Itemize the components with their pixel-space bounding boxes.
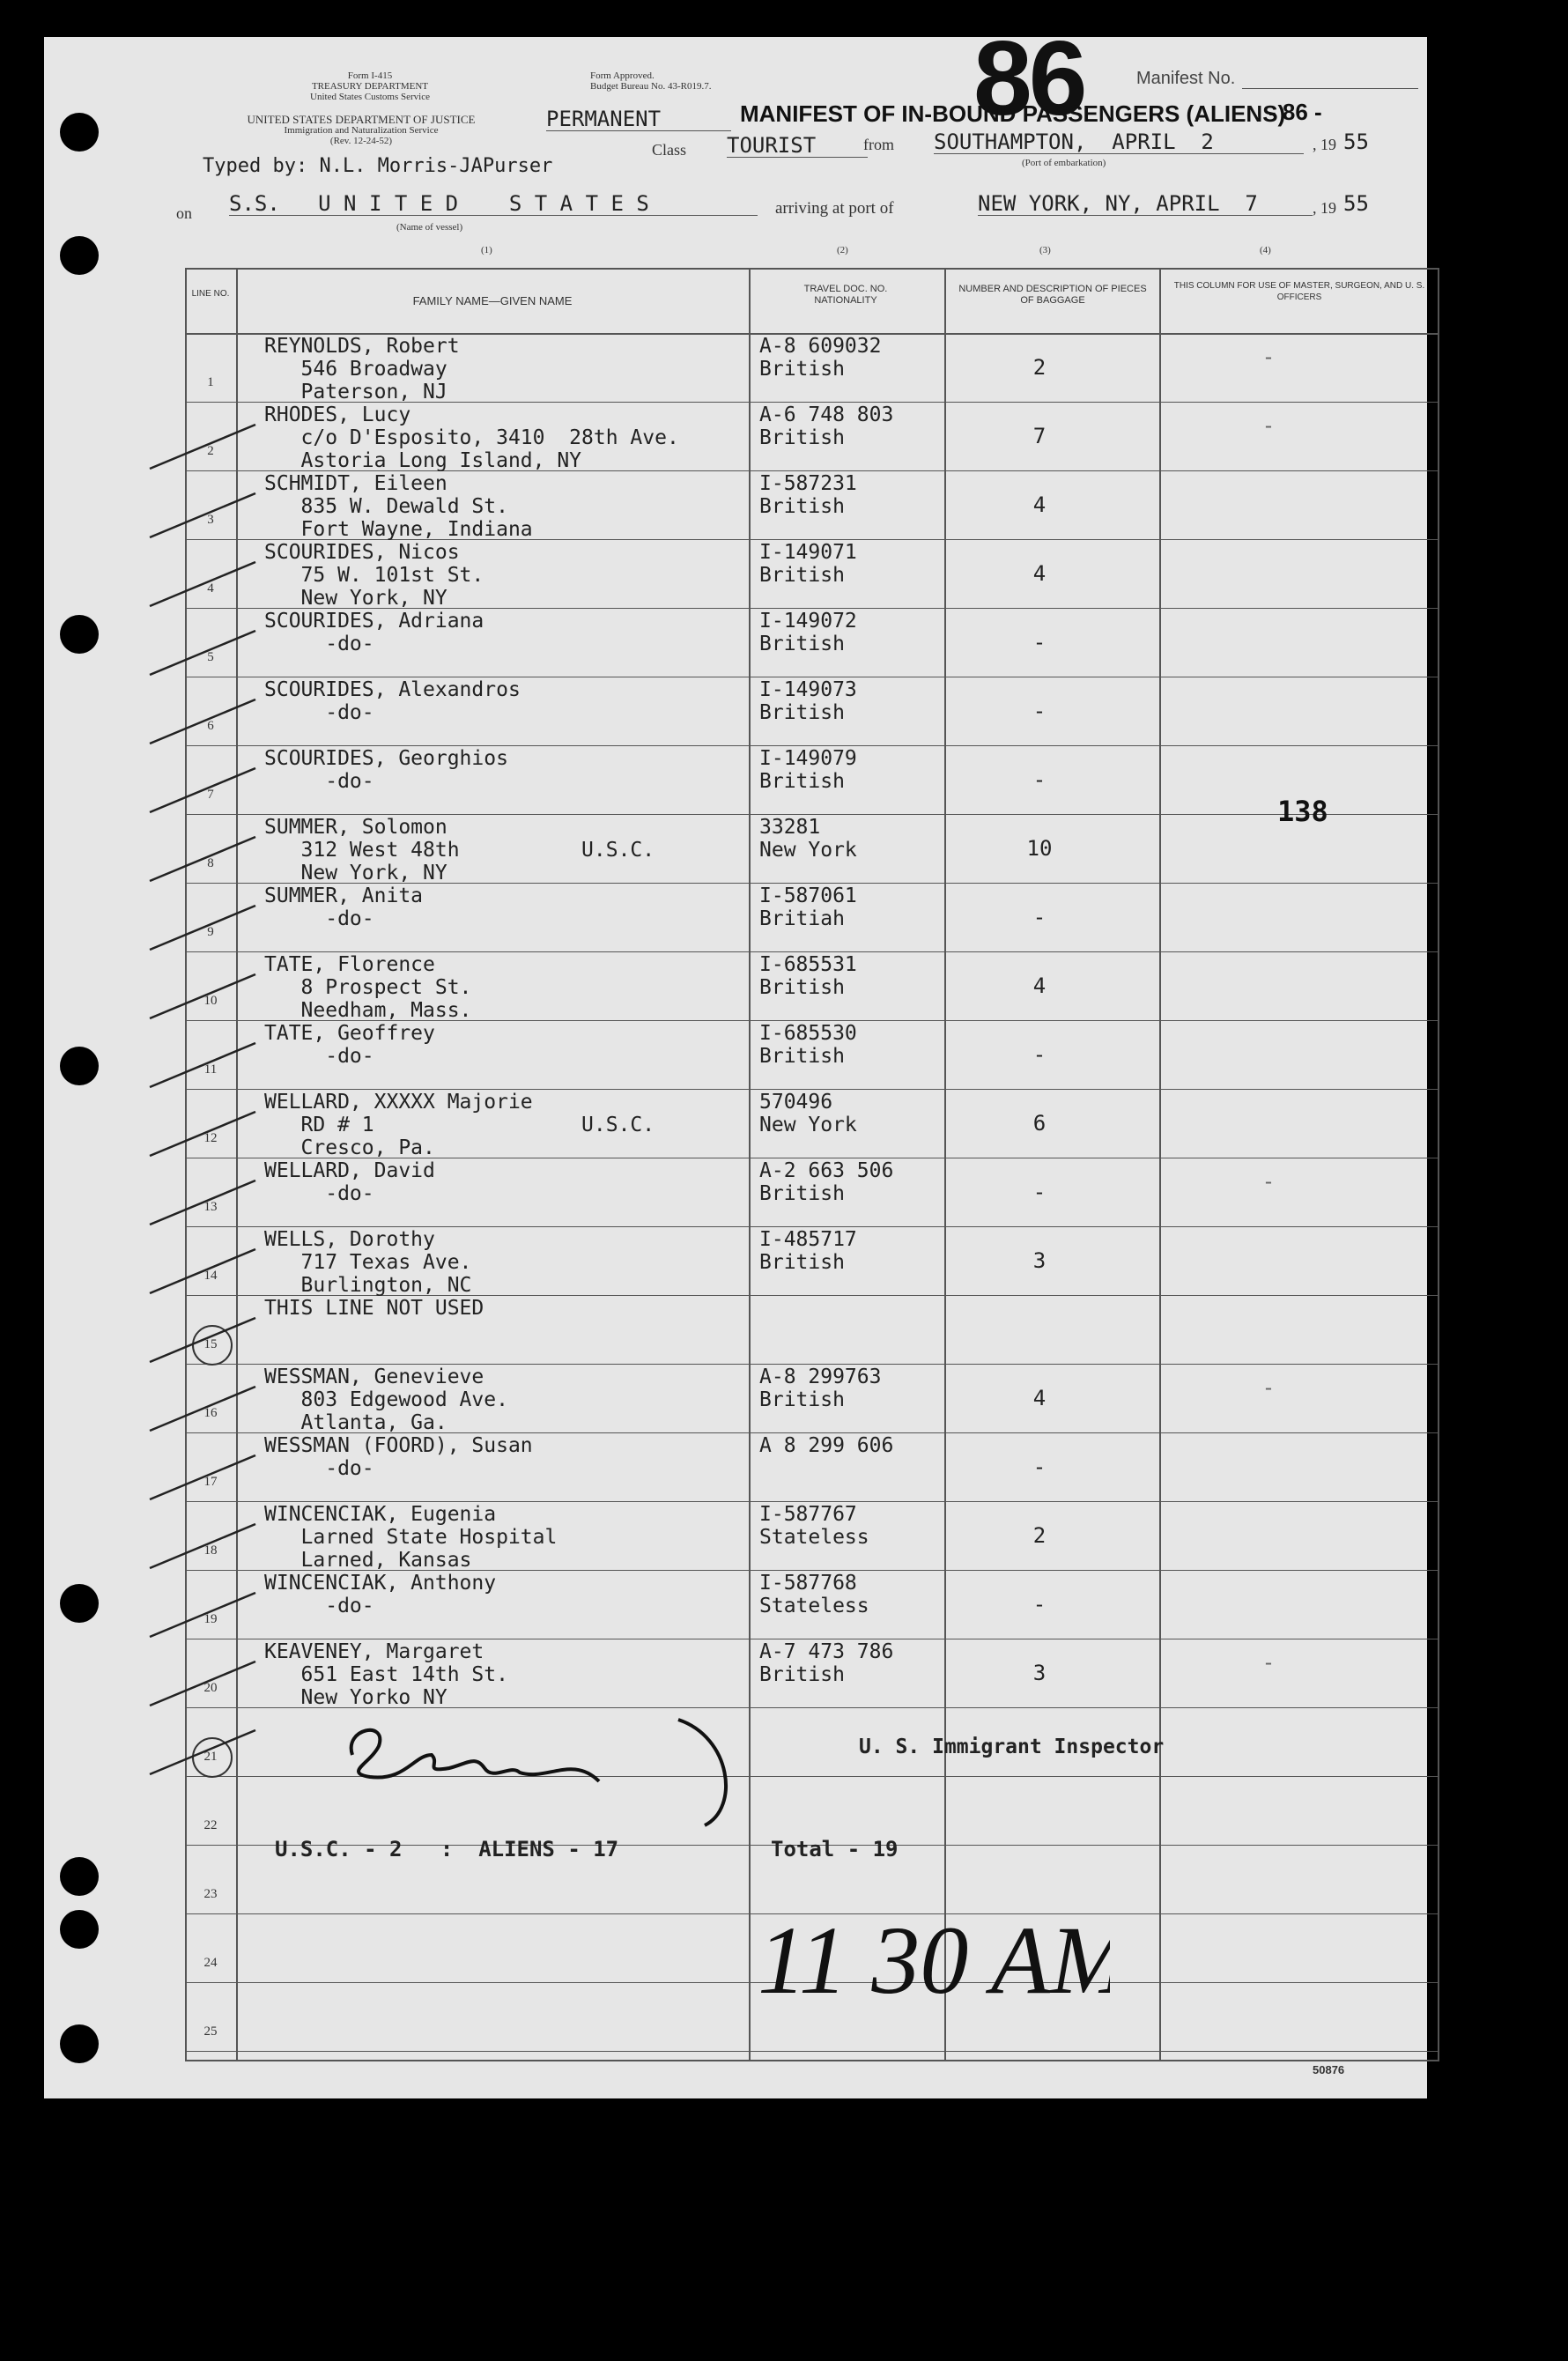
baggage-count: 7	[1032, 424, 1047, 448]
baggage-count: 3	[1032, 1248, 1047, 1273]
time-annotation	[758, 1869, 1110, 2084]
passenger-name-address: TATE, Florence 8 Prospect St. Needham, Mass.	[264, 953, 472, 1022]
line-number: 21	[203, 1750, 218, 1764]
baggage-count: 4	[1032, 492, 1047, 517]
col-header-line: LINE NO.	[191, 289, 230, 299]
binder-hole	[60, 113, 99, 152]
vessel-caption: (Name of vessel)	[396, 222, 463, 233]
line-number: 3	[207, 513, 214, 527]
travel-doc-nationality: A-7 473 786 British	[759, 1640, 894, 1686]
passenger-name-address: WELLS, Dorothy 717 Texas Ave. Burlington, NC	[264, 1228, 472, 1297]
passenger-name-address: WINCENCIAK, Eugenia Larned State Hospital Larned, Kansas	[264, 1503, 558, 1572]
baggage-count: 3	[1032, 1661, 1047, 1685]
col-num-1: (1)	[481, 245, 492, 255]
baggage-count: -	[1032, 1592, 1047, 1617]
baggage-count: -	[1032, 630, 1047, 655]
passenger-name-address: WESSMAN (FOORD), Susan -do-	[264, 1434, 533, 1480]
class-value: TOURIST	[727, 134, 868, 158]
class-label: Class	[652, 141, 687, 159]
col-header-travel-doc: TRAVEL DOC. NO. NATIONALITY	[803, 284, 888, 306]
baggage-count: -	[1032, 1180, 1047, 1204]
col-divider-3	[944, 268, 946, 2060]
travel-doc-nationality: A 8 299 606	[759, 1434, 894, 1457]
arrival-year: 55	[1343, 191, 1369, 216]
year-prefix: , 19	[1313, 136, 1336, 153]
line-number: 16	[203, 1406, 218, 1420]
col-num-4: (4)	[1260, 245, 1271, 255]
officer-remark: -	[1261, 1375, 1276, 1400]
line-number: 23	[203, 1887, 218, 1901]
col-header-baggage: NUMBER AND DESCRIPTION OF PIECES OF BAGGAGE	[958, 284, 1147, 306]
approval-line2: Budget Bureau No. 43-R019.7.	[590, 81, 712, 92]
baggage-count: -	[1032, 1042, 1047, 1067]
checkmark	[150, 1730, 255, 1774]
travel-doc-nationality: I-587767 Stateless	[759, 1503, 869, 1549]
passenger-name-address: WELLARD, XXXXX Majorie RD # 1 U.S.C. Cresco, Pa.	[264, 1091, 655, 1159]
baggage-count: -	[1032, 699, 1047, 723]
checkmark	[150, 1524, 255, 1568]
passenger-name-address: SCOURIDES, Alexandros -do-	[264, 678, 521, 724]
manifest-no-label: Manifest No.	[1136, 69, 1236, 88]
baggage-count: 10	[1026, 836, 1053, 861]
page-title: MANIFEST OF IN-BOUND PASSENGERS (ALIENS)	[740, 100, 1286, 127]
checkmark	[150, 837, 255, 881]
officer-remark: -	[1261, 344, 1276, 369]
line-number: 5	[207, 650, 214, 664]
from-label: from	[863, 136, 894, 153]
line-number: 7	[207, 788, 214, 802]
checkmark	[150, 1662, 255, 1706]
travel-doc-nationality: A-8 609032 British	[759, 335, 882, 381]
line-number: 13	[203, 1200, 218, 1214]
approval-line1: Form Approved.	[590, 70, 655, 81]
passenger-name-address: THIS LINE NOT USED	[264, 1297, 484, 1320]
travel-doc-nationality: I-149072 British	[759, 610, 857, 655]
checkmark	[150, 699, 255, 744]
arrival-value: NEW YORK, NY, APRIL 7	[978, 192, 1313, 216]
checkmark	[150, 562, 255, 606]
inspector-signature	[335, 1702, 793, 1838]
checkmark	[150, 1249, 255, 1293]
checkmark	[150, 1180, 255, 1225]
travel-doc-nationality: I-587061 Britiah	[759, 884, 857, 930]
line-number: 22	[203, 1818, 218, 1832]
col-num-2: (2)	[837, 245, 848, 255]
binder-hole	[60, 236, 99, 275]
line-number: 11	[203, 1062, 218, 1077]
passenger-name-address: SCHMIDT, Eileen 835 W. Dewald St. Fort Wayne, Indiana	[264, 472, 533, 541]
passenger-name-address: TATE, Geoffrey -do-	[264, 1022, 435, 1068]
stamp-number: 86	[973, 19, 1084, 137]
travel-doc-nationality: I-149071 British	[759, 541, 857, 587]
passenger-name-address: WINCENCIAK, Anthony -do-	[264, 1572, 497, 1617]
line-number: 1	[207, 375, 214, 389]
doj-block	[185, 115, 537, 146]
line-number: 6	[207, 719, 214, 733]
line-number: 9	[207, 925, 214, 939]
line-number: 12	[203, 1131, 218, 1145]
form-service: United States Customs Service	[310, 92, 430, 102]
checkmark	[150, 631, 255, 675]
travel-doc-nationality: 570496 New York	[759, 1091, 857, 1136]
passenger-name-address: SUMMER, Solomon 312 West 48th U.S.C. New York, NY	[264, 816, 655, 884]
officer-remark: -	[1261, 1650, 1276, 1675]
travel-doc-nationality: I-587768 Stateless	[759, 1572, 869, 1617]
checkmark	[150, 906, 255, 950]
line-number: 20	[203, 1681, 218, 1695]
col-header-name: FAMILY NAME—GIVEN NAME	[412, 294, 573, 307]
binder-hole	[60, 2024, 99, 2063]
passenger-name-address: REYNOLDS, Robert 546 Broadway Paterson, NJ	[264, 335, 460, 403]
col-divider-4	[1159, 268, 1161, 2060]
inspector-label: U. S. Immigrant Inspector	[859, 1736, 1165, 1758]
passenger-name-address: SCOURIDES, Nicos 75 W. 101st St. New York, NY	[264, 541, 484, 610]
checkmark	[150, 768, 255, 812]
line-number: 18	[203, 1543, 218, 1558]
travel-doc-nationality: A-6 748 803 British	[759, 403, 894, 449]
baggage-count: 4	[1032, 1386, 1047, 1410]
baggage-count: -	[1032, 905, 1047, 929]
line-number: 14	[203, 1269, 218, 1283]
manifest-no-line	[1242, 88, 1418, 89]
line-number: 24	[203, 1956, 218, 1970]
arriving-label: arriving at port of	[775, 199, 894, 218]
baggage-count: 4	[1032, 561, 1047, 586]
baggage-count: 2	[1032, 355, 1047, 380]
doj-line1: UNITED STATES DEPARTMENT OF JUSTICE	[247, 113, 476, 126]
line-number: 10	[203, 994, 218, 1008]
checkmark	[150, 1043, 255, 1087]
manifest-sheet	[44, 19, 1427, 2098]
embarkation-value: SOUTHAMPTON, APRIL 2	[934, 130, 1304, 154]
form-number: Form I-415	[347, 70, 393, 81]
travel-doc-nationality: 33281 New York	[759, 816, 857, 862]
line-number: 19	[203, 1612, 218, 1626]
col-header-officers: THIS COLUMN FOR USE OF MASTER, SURGEON, AND U. S. OFFICERS	[1173, 281, 1425, 302]
passenger-name-address: KEAVENEY, Margaret 651 East 14th St. New Yorko NY	[264, 1640, 508, 1709]
checkmark	[150, 1112, 255, 1156]
port-caption: (Port of embarkation)	[1022, 158, 1106, 168]
travel-doc-nationality: I-149079 British	[759, 747, 857, 793]
approval-block	[590, 70, 711, 92]
checkmark	[150, 1455, 255, 1499]
doj-line2: Immigration and Naturalization Service	[284, 125, 439, 136]
binder-hole	[60, 1910, 99, 1949]
binder-hole	[60, 1584, 99, 1623]
doj-line3: (Rev. 12-24-52)	[329, 136, 393, 146]
travel-doc-nationality: I-685531 British	[759, 953, 857, 999]
embark-year: 55	[1343, 130, 1369, 154]
arrival-year-prefix: , 19	[1313, 199, 1336, 217]
passenger-name-address: SCOURIDES, Georghios -do-	[264, 747, 508, 793]
travel-doc-nationality: I-485717 British	[759, 1228, 857, 1274]
sheet-number: - 86 -	[1268, 99, 1322, 125]
vessel-name: S.S. U N I T E D S T A T E S	[229, 192, 758, 216]
baggage-count: 2	[1032, 1523, 1047, 1548]
officer-remark: -	[1261, 413, 1276, 438]
officer-remark: -	[1261, 1169, 1276, 1194]
line-number: 4	[207, 581, 214, 596]
binder-hole	[60, 615, 99, 654]
travel-doc-nationality: A-8 299763 British	[759, 1366, 882, 1411]
on-label: on	[176, 204, 192, 222]
typed-by: Typed by: N.L. Morris-JAPurser	[203, 155, 553, 177]
baggage-count: -	[1032, 767, 1047, 792]
time-annotation-svg	[758, 1869, 1110, 2081]
passenger-name-address: WELLARD, David -do-	[264, 1159, 435, 1205]
form-code: 50876	[1313, 2063, 1345, 2076]
travel-doc-nationality: A-2 663 506 British	[759, 1159, 894, 1205]
binder-hole	[60, 1047, 99, 1085]
baggage-count: -	[1032, 1454, 1047, 1479]
passenger-name-address: SCOURIDES, Adriana -do-	[264, 610, 484, 655]
baggage-count: 4	[1032, 973, 1047, 998]
checkmark	[150, 1593, 255, 1637]
checkmark	[150, 1387, 255, 1431]
line-number: 8	[207, 856, 214, 870]
travel-doc-nationality: I-587231 British	[759, 472, 857, 518]
line-number: 2	[207, 444, 214, 458]
checkmark	[150, 1318, 255, 1362]
line-number: 17	[203, 1475, 218, 1489]
line-number: 25	[203, 2024, 218, 2039]
form-department: TREASURY DEPARTMENT	[311, 81, 429, 92]
col-num-3: (3)	[1039, 245, 1051, 255]
passenger-name-address: WESSMAN, Genevieve 803 Edgewood Ave. Atlanta, Ga.	[264, 1366, 508, 1434]
passenger-name-address: RHODES, Lucy c/o D'Esposito, 3410 28th Ave. Astoria Long Island, NY	[264, 403, 679, 472]
tally-checkmarks	[132, 372, 414, 1781]
form-number-block	[291, 70, 449, 102]
travel-doc-nationality: I-685530 British	[759, 1022, 857, 1068]
travel-doc-nationality: I-149073 British	[759, 678, 857, 724]
passenger-name-address: SUMMER, Anita -do-	[264, 884, 424, 930]
checkmark	[150, 974, 255, 1018]
checkmark	[150, 425, 255, 469]
side-mark: 138	[1277, 795, 1328, 828]
time-annotation-text: 11 30 AM	[758, 1906, 1110, 2014]
usc-aliens-count: U.S.C. - 2 : ALIENS - 17	[275, 1837, 619, 1861]
baggage-count: 6	[1032, 1111, 1047, 1136]
binder-hole	[60, 1857, 99, 1896]
permanent-label: PERMANENT	[546, 107, 731, 131]
line-number: 15	[203, 1337, 218, 1351]
checkmark	[150, 493, 255, 537]
passenger-total: Total - 19	[771, 1837, 899, 1861]
